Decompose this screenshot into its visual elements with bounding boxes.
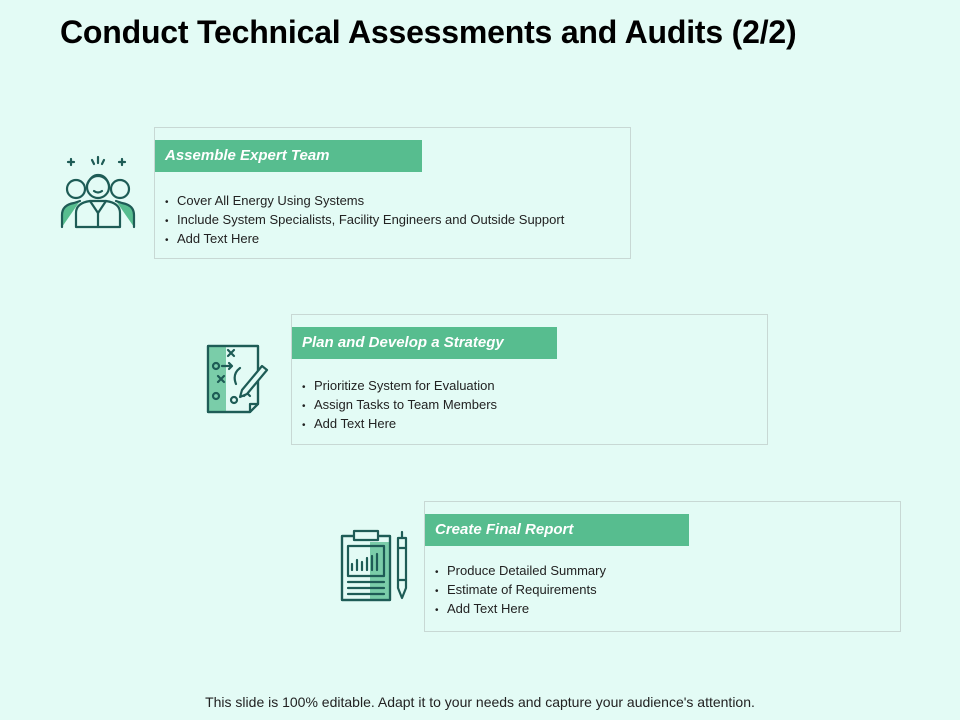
list-item: • Cover All Energy Using Systems: [165, 192, 564, 211]
page-title: Conduct Technical Assessments and Audits (2/2): [60, 14, 797, 50]
bullet-list: [165, 192, 564, 249]
list-item: • Assign Tasks to Team Members: [302, 396, 497, 415]
list-item: • Add Text Here: [165, 230, 564, 249]
card-heading: Create Final Report: [425, 514, 689, 546]
strategy-plan-icon: [202, 342, 270, 419]
card-assemble-expert-team: [154, 127, 631, 259]
list-item: • Prioritize System for Evaluation: [302, 377, 497, 396]
list-item: • Add Text Here: [302, 415, 497, 434]
footer-note: This slide is 100% editable. Adapt it to your needs and capture your audience's attention.: [205, 694, 755, 710]
card-heading: Plan and Develop a Strategy: [292, 327, 557, 359]
bullet-list: [302, 377, 497, 434]
list-item: • Include System Specialists, Facility Engineers and Outside Support: [165, 211, 564, 230]
list-item: • Add Text Here: [435, 600, 606, 619]
bullet-list: [435, 562, 606, 619]
card-create-final-report: [424, 501, 901, 632]
list-item: • Produce Detailed Summary: [435, 562, 606, 581]
report-clipboard-icon: [338, 528, 412, 609]
expert-team-icon: [58, 155, 138, 236]
list-item: • Estimate of Requirements: [435, 581, 606, 600]
card-plan-develop-strategy: [291, 314, 768, 445]
card-heading: Assemble Expert Team: [155, 140, 422, 172]
